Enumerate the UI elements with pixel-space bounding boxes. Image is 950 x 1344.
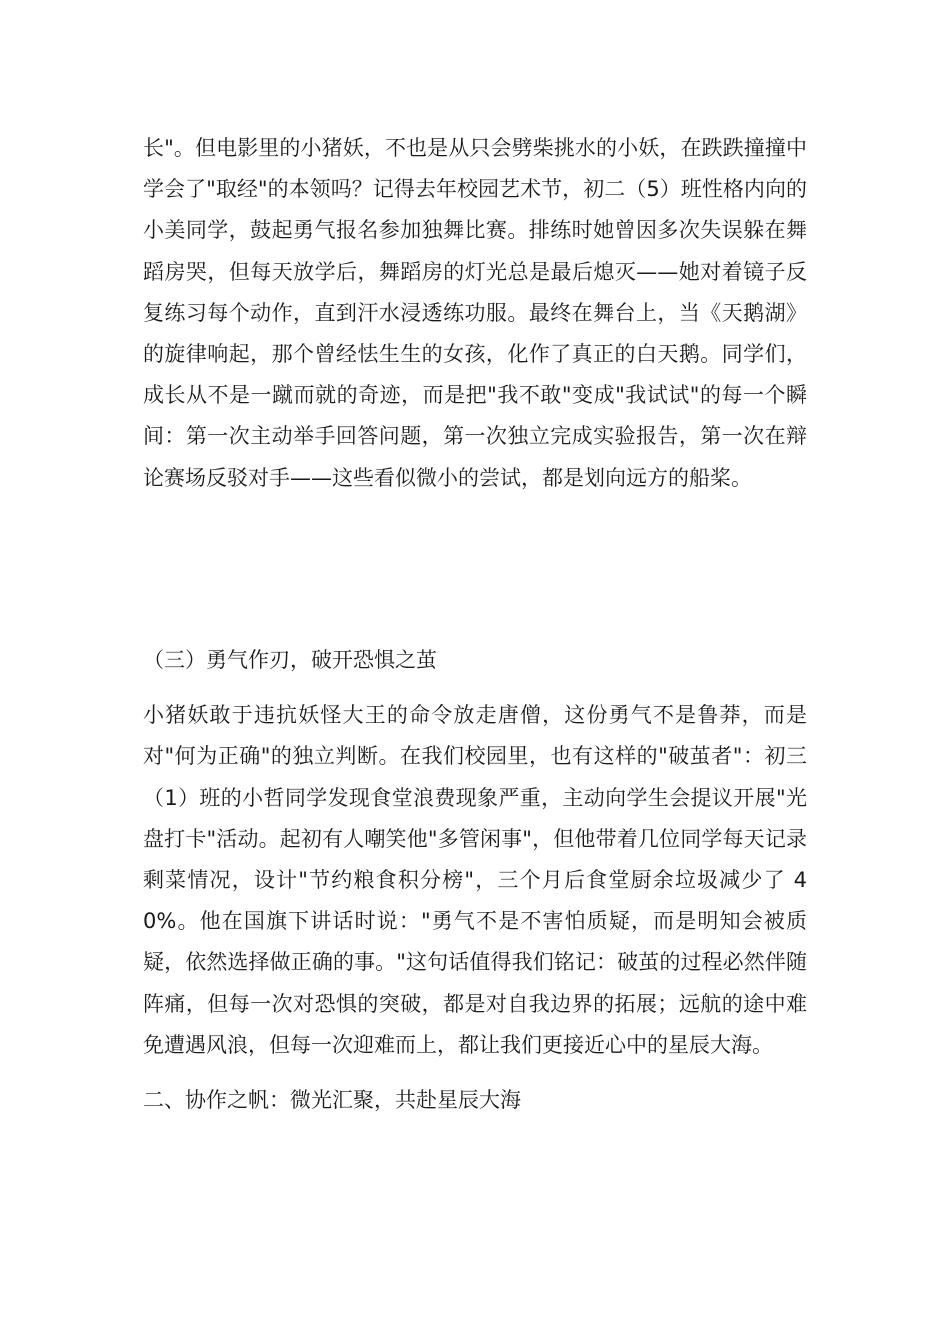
document-body [143, 128, 807, 1121]
body-paragraph-courage-story: 小猪妖敢于违抗妖怪大王的命令放走唐僧，这份勇气不是鲁莽，而是对"何为正确"的独立判断。在我们校园里，也有这样的"破茧者"：初三（1）班的小哲同学发现食堂浪费现象严重，主动向学生会提议开展"光盘打卡"活动。起初有人嘲笑他"多管闲事"，但他带着几位同学每天记录剩菜情况，设计"节约粮食积分榜"，三个月后食堂厨余垃圾减少了 40%。他在国旗下讲话时说："勇气不是不害怕质疑，而是明知会被质疑，依然选择做正确的事。"这句话值得我们铭记：破茧的过程必然伴随阵痛，但每一次对恐惧的突破，都是对自我边界的拓展；远航的途中难免遭遇风浪，但每一次迎难而上，都让我们更接近心中的星辰大海。 [143, 703, 807, 1057]
body-paragraph-growth-story: 长"。但电影里的小猪妖，不也是从只会劈柴挑水的小妖，在跌跌撞撞中学会了"取经"的本领吗？记得去年校园艺术节，初二（5）班性格内向的小美同学，鼓起勇气报名参加独舞比赛。排练时她曾因多次失误躲在舞蹈房哭，但每天放学后，舞蹈房的灯光总是最后熄灭——她对着镜子反复练习每个动作，直到汗水浸透练功服。最终在舞台上，当《天鹅湖》的旋律响起，那个曾经怯生生的女孩，化作了真正的白天鹅。同学们，成长从不是一蹴而就的奇迹，而是把"我不敢"变成"我试试"的每一个瞬间：第一次主动举手回答问题，第一次独立完成实验报告，第一次在辩论赛场反驳对手——这些看似微小的尝试，都是划向远方的船桨。 [143, 136, 807, 490]
section-heading-collaboration: 二、协作之帆：微光汇聚，共赴星辰大海 [143, 1088, 521, 1113]
subsection-heading-courage: （三）勇气作刃，破开恐惧之茧 [143, 648, 437, 672]
